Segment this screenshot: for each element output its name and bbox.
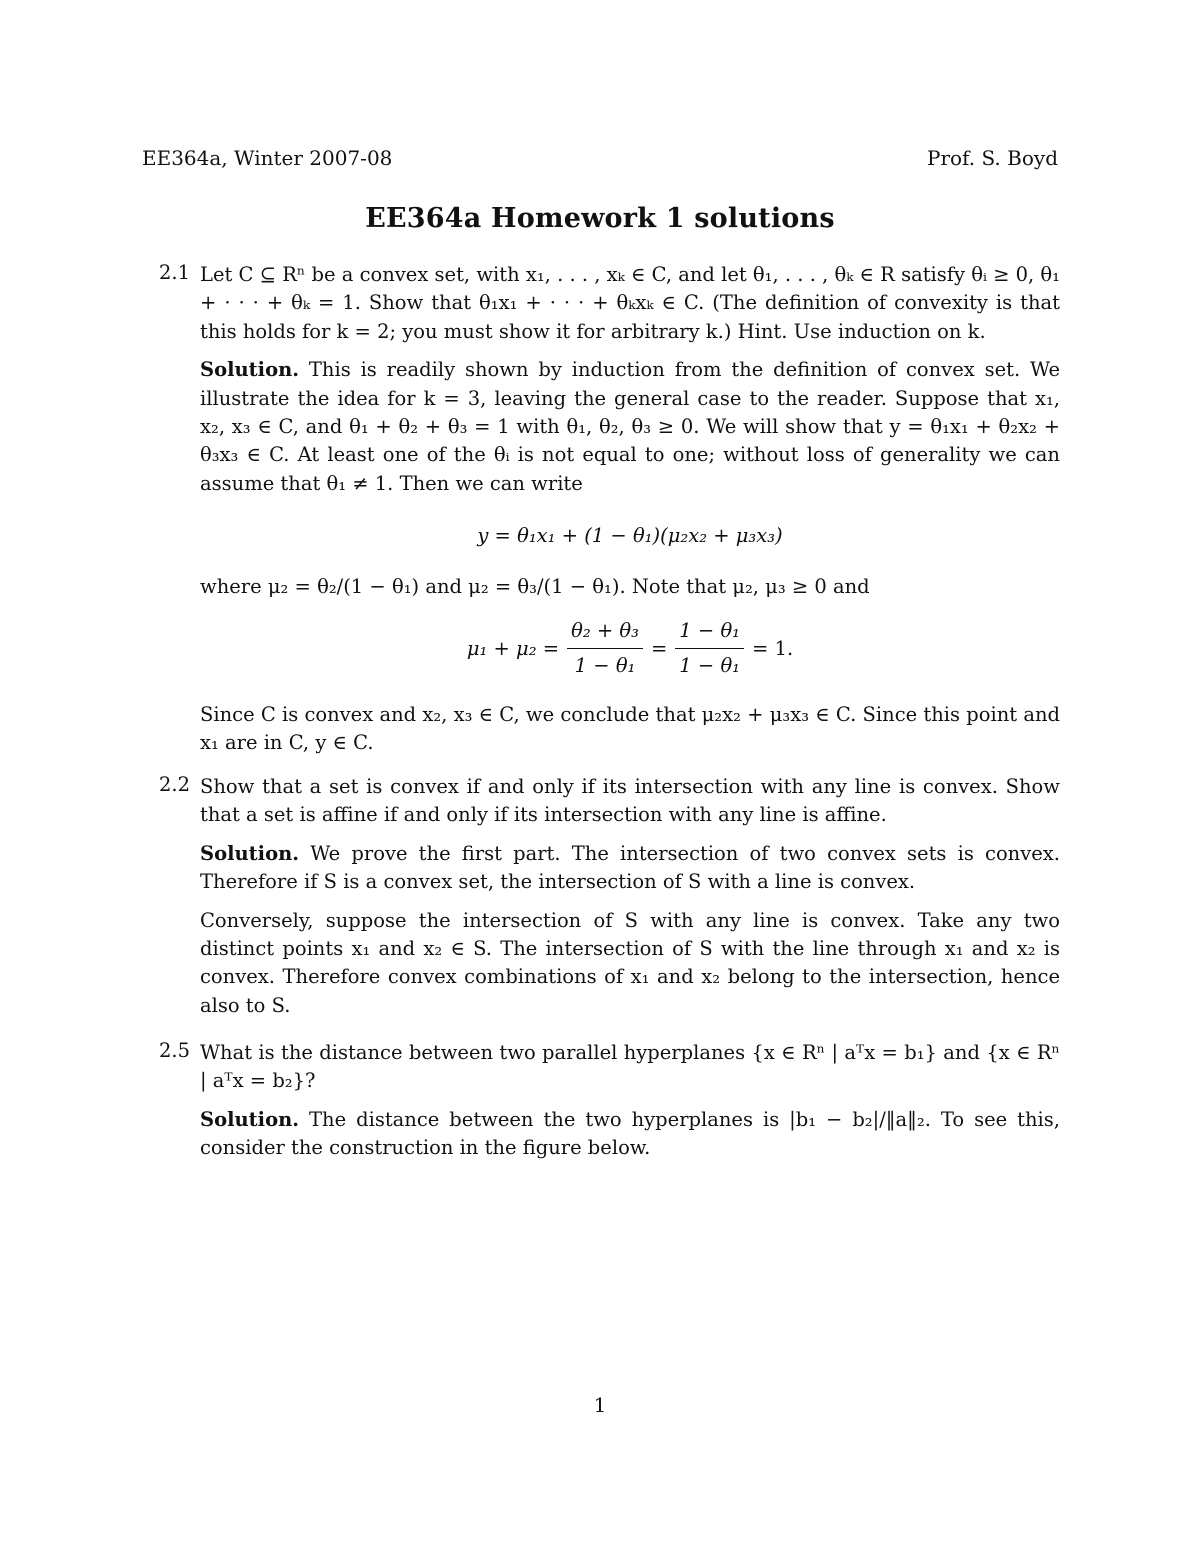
fraction-2-numerator: 1 − θ₁ (675, 617, 744, 649)
problem-statement: What is the distance between two parallel hyperplanes {x ∈ Rⁿ | aᵀx = b₁} and {x ∈ Rⁿ | aᵀx = b₂}? (200, 1041, 1060, 1093)
problem-statement: Let C ⊆ Rⁿ be a convex set, with x₁, . . . , xₖ ∈ C, and let θ₁, . . . , θₖ ∈ R satisfy θᵢ ≥ 0, θ₁ + · · · + θₖ = 1. Show that θ₁x₁ + · · · + θₖxₖ ∈ C. (The definition of convexity is that this holds for k = 2; you must show it for arbitrary k.) Hint. Use induction on k. (200, 263, 1060, 343)
equals-sign: = (650, 636, 668, 660)
course-header: EE364a, Winter 2007-08 (142, 146, 393, 170)
equation-lhs: μ₁ + μ₂ = (466, 636, 560, 660)
problem-number: 2.5 (159, 1039, 191, 1062)
equation-mu-sum (200, 617, 1060, 681)
fraction-1-denominator: 1 − θ₁ (574, 654, 636, 678)
document-title: EE364a Homework 1 solutions (365, 203, 835, 234)
instructor-header: Prof. S. Boyd (926, 146, 1058, 170)
problem-2-5 (142, 1039, 1060, 1163)
problem-number: 2.1 (159, 261, 191, 284)
equation-rhs: = 1. (752, 636, 794, 660)
problem-statement: Show that a set is convex if and only if its intersection with any line is convex. Show that a set is affine if and only if its intersection with any line is affine. (200, 775, 1060, 827)
problem-2-1 (142, 261, 1060, 758)
page-number: 1 (593, 1393, 607, 1417)
solution-conclusion: Since C is convex and x₂, x₃ ∈ C, we conclude that μ₂x₂ + μ₃x₃ ∈ C. Since this point and x₁ are in C, y ∈ C. (200, 702, 1060, 755)
problem-number: 2.2 (159, 773, 191, 796)
solution-text: We prove the first part. The intersection of two convex sets is convex. Therefore if S is a convex set, the intersection of S with a line is convex. (200, 841, 1060, 894)
solution-label: Solution. (200, 358, 300, 382)
fraction-2 (675, 617, 744, 681)
solution-label: Solution. (200, 841, 300, 865)
solution-text: This is readily shown by induction from the definition of convex set. We illustrate the idea for k = 3, leaving the general case to the reader. Suppose that x₁, x₂, x₃ ∈ C, and θ₁ + θ₂ + θ₃ = 1 with θ₁, θ₂, θ₃ ≥ 0. We will show that y = θ₁x₁ + θ₂x₂ + θ₃x₃ ∈ C. At least one of the θᵢ is not equal to one; without loss of generality we can assume that θ₁ ≠ 1. Then we can write (200, 358, 1060, 495)
solution-text: The distance between the two hyperplanes is |b₁ − b₂|/‖a‖₂. To see this, consider the construction in the figure below. (200, 1107, 1060, 1160)
fraction-1 (567, 617, 643, 681)
fraction-2-denominator: 1 − θ₁ (679, 654, 740, 678)
solution-paragraph (200, 840, 1060, 897)
solution-paragraph (200, 1106, 1060, 1163)
solution-text-mu: where μ₂ = θ₂/(1 − θ₁) and μ₂ = θ₃/(1 − θ₁). Note that μ₂, μ₃ ≥ 0 and (200, 574, 870, 598)
solution-label: Solution. (200, 1107, 300, 1131)
solution-paragraph (200, 356, 1060, 498)
solution-paragraph-2: Conversely, suppose the intersection of S with any line is convex. Take any two distinct points x₁ and x₂ ∈ S. The intersection of S with the line through x₁ and x₂ is convex. Therefore convex combinations of x₁ and x₂ belong to the intersection, hence also to S. (200, 908, 1060, 1017)
fraction-1-numerator: θ₂ + θ₃ (567, 617, 643, 649)
equation-y: y = θ₁x₁ + (1 − θ₁)(μ₂x₂ + μ₃x₃) (477, 524, 783, 548)
problem-2-2 (142, 773, 1060, 1020)
